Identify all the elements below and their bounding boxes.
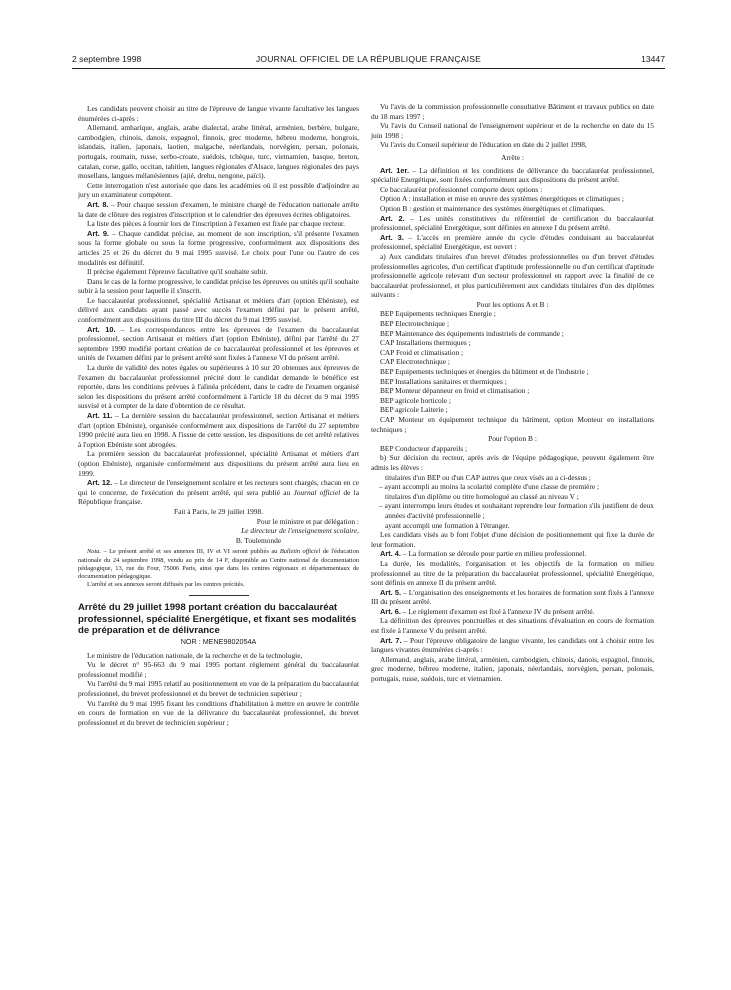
- paragraph: b) Sur décision du recteur, après avis de l'équipe pédagogique, peuvent également être admis les élèves :: [371, 453, 654, 472]
- arrete-title: Arrêté du 29 juillet 1998 portant création du baccalauréat professionnel, spécialité Energétique, et fixant ses modalités de préparation et de délivrance: [78, 602, 357, 636]
- signature-place-date: Fait à Paris, le 29 juillet 1998.: [173, 506, 264, 516]
- article-1: [371, 166, 654, 185]
- diploma-item: CAP Electrotechnique ;: [380, 357, 450, 367]
- bulletin-title: Bulletin officiel: [279, 548, 321, 556]
- nor-reference: NOR : MENE9802054A: [180, 636, 257, 646]
- section-separator: [189, 595, 249, 596]
- article-text: – La définition et les conditions de délivrance du baccalauréat professionnel, spécialité Energétique, sont fixées conformément aux dispositions du présent arrêté.: [371, 165, 654, 185]
- article-text: – L'accès en première année du cycle d'études conduisant au baccalauréat professionnel, spécialité Energétique, est ouvert :: [371, 232, 654, 252]
- signature-role: Le directeur de l'enseignement scolaire,: [241, 526, 359, 536]
- article-label: Art. 2.: [380, 213, 405, 223]
- article-text: – Pour chaque session d'examen, le ministre chargé de l'éducation nationale arrête la date de clôture des registres d'inscription et le calendrier des épreuves écrites obligatoires.: [78, 199, 359, 219]
- article-label: Art. 3.: [380, 232, 404, 242]
- paragraph: La durée, les modalités, l'organisation et les objectifs de la formation en milieu professionnel au titre de la préparation du baccalauréat professionnel, spécialité Energétique, sont définis en annexe II du présent arrêté.: [371, 558, 654, 588]
- paragraph: La première session du baccalauréat professionnel, spécialité Artisanat et métiers d'art (option Ebéniste), organisée conformément aux dispositions du présent arrêté aura lieu en 1999.: [78, 449, 359, 478]
- paragraph: Vu l'arrêté du 9 mai 1995 relatif au positionnement en vue de la préparation du baccalauréat professionnel, du brevet professionnel et du brevet de technicien supérieur ;: [78, 679, 359, 698]
- signature-name: B. Toulemonde: [235, 535, 282, 545]
- list-item: ayant accompli une formation à l'étranger.: [385, 520, 510, 530]
- article-label: Art. 1er.: [380, 165, 410, 175]
- paragraph: Allemand, anglais, arabe littéral, arménien, cambodgien, chinois, danois, espagnol, finnois, grec moderne, hébreu moderne, italien, japonais, néerlandais, norvégien, persan, polonais, portugais, russe, suédois, turc et vietnamien.: [371, 654, 654, 684]
- arrete-heading: Arrête :: [501, 152, 524, 162]
- paragraph: Vu le décret n° 95-663 du 9 mai 1995 portant règlement général du baccalauréat professionnel modifié ;: [78, 660, 359, 679]
- article-6: [371, 607, 654, 617]
- article-label: Art. 10.: [87, 324, 116, 334]
- paragraph: Le ministre de l'éducation nationale, de la recherche et de la technologie,: [87, 650, 303, 660]
- article-label: Art. 9.: [87, 228, 109, 238]
- paragraph: La définition des épreuves ponctuelles et des situations d'évaluation en cours de formation est fixée à l'annexe V du présent arrêté.: [371, 616, 654, 636]
- diploma-item: CAP Installations thermiques ;: [380, 338, 471, 348]
- article-text-end: de la République française.: [78, 487, 359, 507]
- article-label: Art. 7.: [380, 635, 402, 645]
- diploma-item: BEP Maintenance des équipements industriels de commande ;: [380, 328, 564, 338]
- nota: [78, 548, 359, 581]
- diploma-item: BEP Electrotechnique ;: [380, 319, 450, 329]
- article-9: [78, 229, 359, 267]
- paragraph: La liste des pièces à fournir lors de l'inscription à l'examen est fixée par chaque recteur.: [87, 219, 345, 229]
- paragraph: Option B : gestion et maintenance des systèmes énergétiques et climatiques.: [380, 203, 606, 213]
- article-11: [78, 411, 359, 449]
- diploma-item: BEP Installations sanitaires et thermiques ;: [380, 376, 507, 386]
- article-10: [78, 325, 359, 363]
- article-2: [371, 214, 654, 233]
- diploma-item: BEP agricole horticole ;: [380, 395, 451, 405]
- article-12: [78, 478, 359, 507]
- article-7: [371, 636, 654, 655]
- article-text: – La dernière session du baccalauréat professionnel, section Artisanat et métiers d'art (option Ebéniste), organisée conformément aux dispositions de l'arrêté du 27 septembre 1990 précité aura lieu en 1998. A l'issue de cette session, les dispositions de cet arrêté relatives à l'option Ebéniste sont abrogées.: [78, 411, 359, 449]
- article-label: Art. 8.: [87, 199, 109, 209]
- signature-delegation: Pour le ministre et par délégation :: [256, 516, 359, 526]
- diploma-item: BEP Monteur dépanneur en froid et climatisation ;: [380, 386, 530, 396]
- article-text: – Le directeur de l'enseignement scolaire et les recteurs sont chargés, chacun en ce qui le concerne, de l'exécution du présent arrêté, qui sera publié au: [78, 478, 360, 497]
- paragraph: Il précise également l'épreuve facultative qu'il souhaite subir.: [87, 267, 268, 277]
- article-label: Art. 11.: [87, 411, 113, 420]
- paragraph: Option A : installation et mise en œuvre des systèmes énergétiques et climatiques ;: [380, 194, 624, 204]
- nota-label: Nota.: [87, 548, 102, 556]
- diploma-item: BEP Equipements techniques Energie ;: [380, 309, 496, 319]
- paragraph: Ce baccalauréat professionnel comporte deux options :: [380, 184, 543, 194]
- diploma-item: BEP agricole Laiterie ;: [380, 405, 448, 415]
- options-heading: Pour les options A et B :: [476, 299, 549, 309]
- article-label: Art. 6.: [380, 606, 401, 616]
- paragraph: Allemand, amharique, anglais, arabe dialectal, arabe littéral, arménien, berbère, bulgare, cambodgien, chinois, danois, espagnol, finnois, grec moderne, hébreu moderne, hongrois, islandais, italien, japonais, laotien, malgache, néerlandais, norvégien, persan, polonais, portugais, roumain, russe, serbo-croate, suédois, tchèque, turc, vietnamien, basque, breton, catalan, corse, gallo, occitan, tahitien, langues régionales d'Alsace, langues régionales des pays mosellans, langues mélanésiennes (ajié, drehu, nengone, païci).: [78, 123, 359, 181]
- diploma-item: CAP Froid et climatisation ;: [380, 347, 464, 357]
- list-item: – ayant interrompu leurs études et souhaitant reprendre leur formation s'ils justifient de deux années d'activité professionnelle ;: [379, 501, 654, 520]
- list-item: titulaires d'un diplôme ou titre homologué au classé au niveau V ;: [385, 491, 579, 501]
- article-3: [371, 233, 654, 252]
- article-label: Art. 12.: [87, 478, 113, 488]
- nota-text-end: de l'éducation nationale du 24 septembre 1998, vendu au prix de 14 F, disponible au Centre national de documentation pédagogique, 13, rue du Four, 75006 Paris, ainsi que dans les centres régionaux et départementaux de documentation pédagogique.: [78, 548, 360, 580]
- header-title: JOURNAL OFFICIEL DE LA RÉPUBLIQUE FRANÇAISE: [255, 54, 482, 64]
- article-label: Art. 5.: [380, 587, 402, 597]
- article-4: [371, 549, 654, 559]
- list-item: – ayant accompli au moins la scolarité complète d'une classe de première ;: [379, 482, 600, 492]
- header-rule: [72, 68, 665, 69]
- article-text: – Les unités constitutives du référentiel de certification du baccalauréat professionnel, spécialité Energétique, sont définies en annexe I du présent arrêté.: [371, 213, 654, 233]
- article-text: – Chaque candidat précise, au moment de son inscription, s'il présente l'examen sous la forme globale ou sous la forme progressive, conformément aux dispositions des articles 25 et 26 du décret du 9 mai 1995 susvisé. Le choix pour l'une ou l'autre de ces modalités est définitif.: [78, 228, 360, 267]
- paragraph: Vu l'arrêté du 9 mai 1995 fixant les conditions d'habilitation à mettre en œuvre le contrôle en cours de formation en vue de la délivrance du baccalauréat professionnel, du brevet professionnel et du brevet de technicien supérieur ;: [78, 698, 359, 727]
- article-text: – La formation se déroule pour partie en milieu professionnel.: [400, 549, 587, 559]
- list-item: titulaires d'un BEP ou d'un CAP autres que ceux visés au a ci-dessus ;: [385, 472, 591, 482]
- article-text: – Pour l'épreuve obligatoire de langue vivante, les candidats ont à choisir entre les langues vivantes énumérées ci-après :: [371, 635, 654, 655]
- paragraph: Cette interrogation n'est autorisée que dans les académies où il est possible d'adjoindre au jury un examinateur compétent.: [78, 180, 359, 200]
- diploma-item: BEP Conducteur d'appareils ;: [380, 443, 468, 453]
- paragraph: a) Aux candidats titulaires d'un brevet d'études professionnelles ou d'un brevet d'études professionnelles agricoles, d'un certificat d'aptitude professionnelle ou d'un certificat d'aptitude professionnelle agricole relevant d'un secteur professionnel en rapport avec la finalité de ce baccalauréat professionnel, et plus particulièrement aux candidats titulaires d'un des diplômes suivants :: [371, 251, 654, 300]
- page-header: [72, 54, 665, 68]
- article-label: Art. 4.: [380, 549, 401, 559]
- options-heading: Pour l'option B :: [488, 434, 537, 444]
- article-8: [78, 200, 359, 219]
- nota-diffusion: L'arrêté et ses annexes seront diffusés par les centres précités.: [87, 581, 245, 589]
- diploma-item: CAP Monteur en équipement technique du bâtiment, option Monteur en installations techniques ;: [371, 415, 654, 434]
- right-column: [371, 102, 654, 684]
- header-date: 2 septembre 1998: [72, 54, 142, 64]
- article-text: – L'organisation des enseignements et les horaires de formation sont fixés à l'annexe III du présent arrêté.: [371, 587, 654, 607]
- paragraph: Vu l'avis de la commission professionnelle consultative Bâtiment et travaux publics en date du 18 mars 1997 ;: [371, 102, 654, 121]
- article-text: – Les correspondances entre les épreuves de l'examen du baccalauréat professionnel, section Artisanat et métiers d'art (option Ebéniste), défini par l'arrêté du 27 septembre 1990 modifié portant création de ce baccalauréat professionnel et les épreuves et unités de l'examen défini par le présent arrêté sont fixées à l'annexe VI du présent arrêté.: [78, 324, 359, 363]
- diploma-item: BEP Equipements techniques et énergies du bâtiment et de l'industrie ;: [380, 367, 589, 377]
- paragraph: Le baccalauréat professionnel, spécialité Artisanat et métiers d'art (option Ebéniste), est délivré aux candidats ayant passé avec succès l'examen défini par le présent arrêté, conformément aux dispositions du titre III du décret du 9 mai 1995 susvisé.: [78, 295, 359, 325]
- paragraph: La durée de validité des notes égales ou supérieures à 10 sur 20 obtenues aux épreuves de l'examen du baccalauréat professionnel précité dont le candidat demande le bénéfice est reportée, dans les conditions prévues à l'alinéa précédent, dans le cadre de l'examen organisé selon les dispositions du présent arrêté conformément à l'article 18 du décret du 9 mai 1995 susvisé et à compter de la date d'obtention de ce résultat.: [78, 363, 359, 411]
- header-page-number: 13447: [641, 54, 665, 64]
- journal-title: Journal officiel: [293, 487, 341, 497]
- article-text: – Le règlement d'examen est fixé à l'annexe IV du présent arrêté.: [400, 606, 595, 616]
- paragraph: Dans le cas de la forme progressive, le candidat précise les épreuves ou unités qu'il souhaite subir à la session pour laquelle il s'inscrit.: [78, 276, 359, 296]
- left-column: [78, 104, 359, 727]
- paragraph: Vu l'avis du Conseil national de l'enseignement supérieur et de la recherche en date du 15 juin 1998 ;: [371, 121, 654, 140]
- paragraph: Vu l'avis du Conseil supérieur de l'éducation en date du 2 juillet 1998,: [380, 140, 587, 150]
- article-5: [371, 588, 654, 607]
- paragraph: Les candidats visés au b font l'objet d'une décision de positionnement qui fixe la durée de leur formation.: [371, 530, 654, 549]
- nota-text: – Le présent arrêté et ses annexes III, IV et VI seront publiés au: [101, 548, 280, 556]
- paragraph: Les candidats peuvent choisir au titre de l'épreuve de langue vivante facultative les langues énumérées ci-après :: [78, 104, 359, 123]
